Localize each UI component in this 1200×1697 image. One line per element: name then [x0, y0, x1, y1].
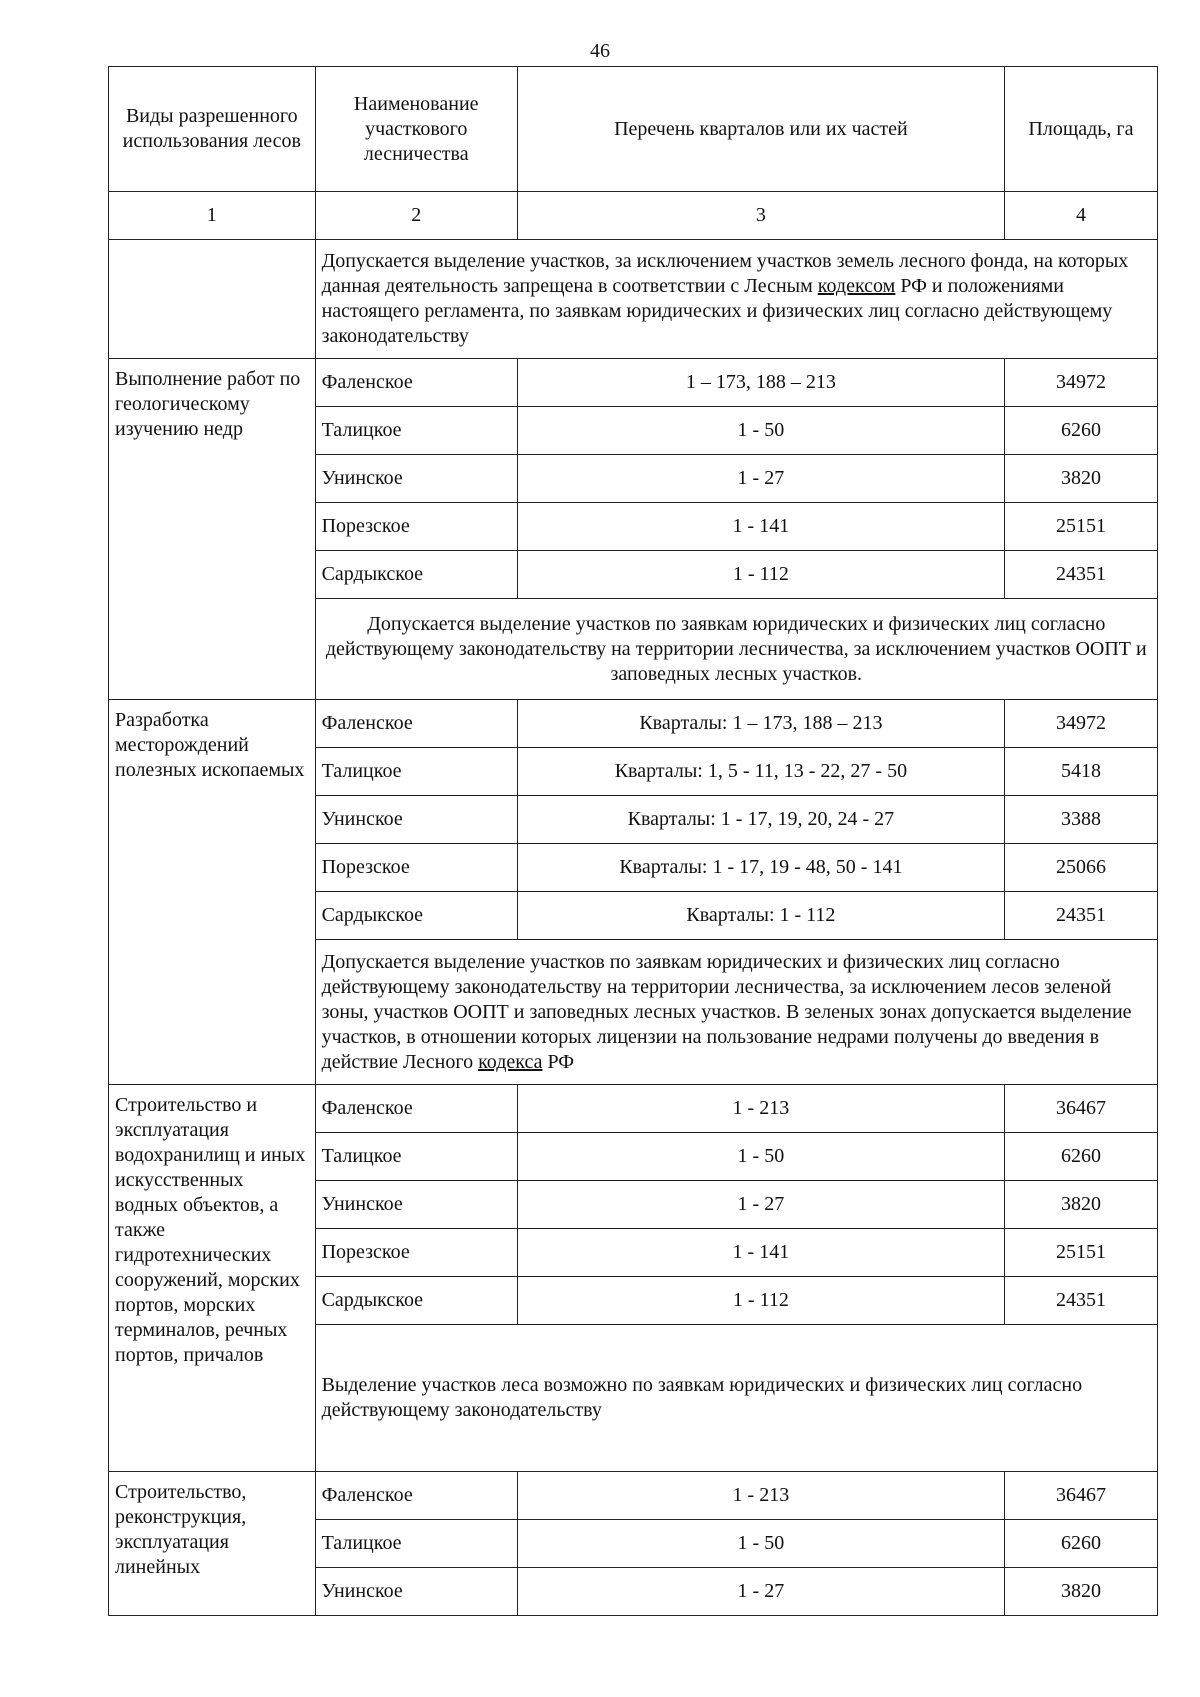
header-row	[109, 67, 1158, 192]
area-ha: 36467	[1004, 1085, 1157, 1133]
forestry-name: Порезское	[315, 844, 517, 892]
quarters: 1 - 27	[517, 455, 1004, 503]
area-ha: 6260	[1004, 1133, 1157, 1181]
area-ha: 6260	[1004, 407, 1157, 455]
note-text: РФ и положениями настоящего регламента, по заявкам юридических и физических лиц согласно действующему законодательству	[321, 275, 1113, 347]
quarters: 1 - 50	[517, 407, 1004, 455]
note-text: Допускается выделение участков по заявкам юридических и физических лиц согласно действующему законодательству на территории лесничества, за исключением участков ООПТ и заповедных лесных участков.	[325, 612, 1147, 685]
quarters: Кварталы: 1 – 173, 188 – 213	[517, 700, 1004, 748]
forestry-name: Сардыкское	[315, 892, 517, 940]
forestry-name: Талицкое	[315, 1133, 517, 1181]
forestry-name: Фаленское	[315, 359, 517, 407]
use-type-cell: Строительство и эксплуатация водохранилищ и иных искусственных водных объектов, а также гидротехнических сооружений, морских портов, морских терминалов, речных портов, причалов	[109, 1085, 316, 1472]
use-type-cell: Строительство, реконструкция, эксплуатация линейных	[109, 1472, 316, 1616]
area-ha: 25151	[1004, 503, 1157, 551]
quarters: Кварталы: 1 - 17, 19, 20, 24 - 27	[517, 796, 1004, 844]
column-number: 1	[109, 192, 316, 240]
column-number: 2	[315, 192, 517, 240]
empty-cell	[109, 240, 316, 359]
forestry-name: Унинское	[315, 455, 517, 503]
area-ha: 36467	[1004, 1472, 1157, 1520]
column-number-row	[109, 192, 1158, 240]
forestry-name: Сардыкское	[315, 1277, 517, 1325]
forestry-name: Талицкое	[315, 748, 517, 796]
area-ha: 6260	[1004, 1520, 1157, 1568]
note-text: РФ	[542, 1050, 575, 1073]
forestry-name: Унинское	[315, 1568, 517, 1616]
area-ha: 34972	[1004, 359, 1157, 407]
codex-link[interactable]: кодекса	[478, 1050, 543, 1073]
header-cell: Виды разрешенного использования лесов	[109, 67, 316, 192]
column-number: 4	[1004, 192, 1157, 240]
forestry-name: Сардыкское	[315, 551, 517, 599]
note-cell	[315, 940, 1157, 1085]
forestry-name: Порезское	[315, 503, 517, 551]
quarters: 1 - 213	[517, 1085, 1004, 1133]
use-type-cell: Разработка месторождений полезных ископаемых	[109, 700, 316, 1085]
quarters: 1 - 27	[517, 1568, 1004, 1616]
table-row	[109, 359, 1158, 407]
forestry-name: Порезское	[315, 1229, 517, 1277]
quarters: 1 - 141	[517, 503, 1004, 551]
header-cell: Наименование участкового лесничества	[315, 67, 517, 192]
quarters: 1 - 141	[517, 1229, 1004, 1277]
note-cell	[315, 599, 1157, 700]
area-ha: 5418	[1004, 748, 1157, 796]
quarters: 1 – 173, 188 – 213	[517, 359, 1004, 407]
note-cell	[315, 240, 1157, 359]
note-text: Допускается выделение участков по заявкам юридических и физических лиц согласно действующему законодательству на территории лесничества, за исключением лесов зеленой зоны, участков ООПТ и заповедных лесных участков. В зеленых зонах допускается выделение участков, в отношении которых лицензии на пользование недрами получены до введения в действие Лесного	[321, 950, 1132, 1073]
note-cell	[315, 1325, 1157, 1472]
quarters: 1 - 112	[517, 551, 1004, 599]
forestry-name: Фаленское	[315, 1085, 517, 1133]
area-ha: 3820	[1004, 1181, 1157, 1229]
area-ha: 3388	[1004, 796, 1157, 844]
table-row	[109, 700, 1158, 748]
area-ha: 34972	[1004, 700, 1157, 748]
forestry-name: Талицкое	[315, 407, 517, 455]
area-ha: 24351	[1004, 551, 1157, 599]
quarters: Кварталы: 1 - 17, 19 - 48, 50 - 141	[517, 844, 1004, 892]
quarters: 1 - 50	[517, 1133, 1004, 1181]
quarters: Кварталы: 1 - 112	[517, 892, 1004, 940]
quarters: Кварталы: 1, 5 - 11, 13 - 22, 27 - 50	[517, 748, 1004, 796]
area-ha: 24351	[1004, 892, 1157, 940]
area-ha: 3820	[1004, 455, 1157, 503]
area-ha: 3820	[1004, 1568, 1157, 1616]
forestry-name: Талицкое	[315, 1520, 517, 1568]
header-cell: Площадь, га	[1004, 67, 1157, 192]
header-cell: Перечень кварталов или их частей	[517, 67, 1004, 192]
quarters: 1 - 50	[517, 1520, 1004, 1568]
quarters: 1 - 112	[517, 1277, 1004, 1325]
forestry-name: Фаленское	[315, 1472, 517, 1520]
table-row	[109, 1472, 1158, 1520]
note-text: Допускается выделение участков, за исключением участков земель лесного фонда, на которых данная деятельность запрещена в соответствии с Лесным	[321, 250, 1129, 297]
note-row	[109, 240, 1158, 359]
quarters: 1 - 213	[517, 1472, 1004, 1520]
column-number: 3	[517, 192, 1004, 240]
table-row	[109, 1085, 1158, 1133]
note-text: Выделение участков леса возможно по заявкам юридических и физических лиц согласно действующему законодательству	[321, 1374, 1083, 1421]
codex-link[interactable]: кодексом	[817, 275, 896, 297]
area-ha: 24351	[1004, 1277, 1157, 1325]
page-number: 46	[590, 40, 610, 62]
area-ha: 25066	[1004, 844, 1157, 892]
forestry-name: Фаленское	[315, 700, 517, 748]
forestry-name: Унинское	[315, 1181, 517, 1229]
forest-use-table	[108, 66, 1158, 1616]
quarters: 1 - 27	[517, 1181, 1004, 1229]
forestry-name: Унинское	[315, 796, 517, 844]
area-ha: 25151	[1004, 1229, 1157, 1277]
use-type-cell: Выполнение работ по геологическому изучению недр	[109, 359, 316, 700]
